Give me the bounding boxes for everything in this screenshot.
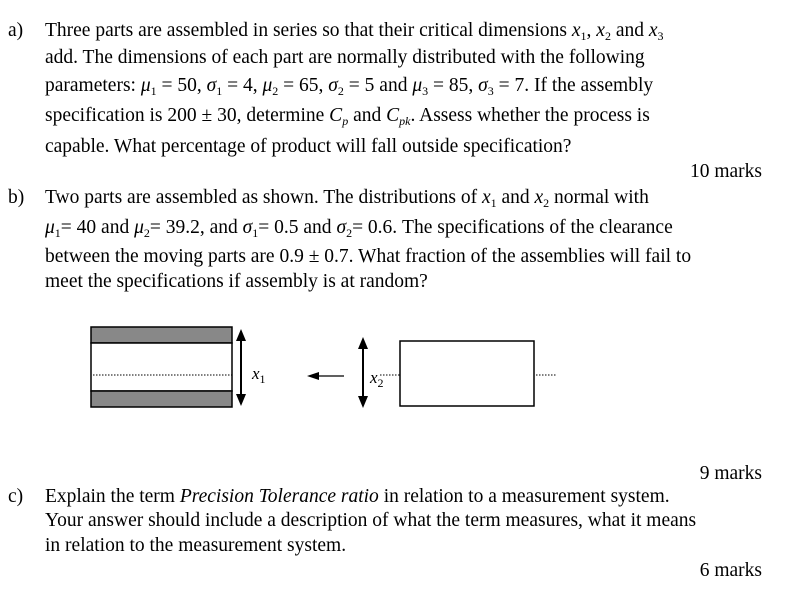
x2-label: $x_2$ bbox=[370, 368, 384, 390]
question-a-marks: 10 marks bbox=[689, 161, 762, 182]
question-b-line-1: Two parts are assembled as shown. The distributions of $x_1$ and $x_2$ normal with bbox=[45, 187, 649, 210]
question-a-line-5: capable. What percentage of product will fall outside specification? bbox=[45, 136, 572, 157]
question-b-marks: 9 marks bbox=[699, 463, 762, 484]
x2-dimension-arrow bbox=[358, 337, 368, 408]
x1-dimension-arrow bbox=[236, 329, 246, 406]
question-c-line-1: Explain the term Precision Tolerance ratio in relation to a measurement system. bbox=[45, 486, 670, 507]
question-b-line-2: $\mu_1= 40$ and $\mu_2= 39.2$, and $\sigma_1= 0.5$ and $\sigma_2= 0.6$. The specifications of the clearance bbox=[45, 217, 673, 240]
question-a-line-1: Three parts are assembled in series so that their critical dimensions $x_1$, $x_2$ and $x_3$ bbox=[45, 20, 664, 43]
housing-part bbox=[91, 327, 232, 407]
question-c-marks: 6 marks bbox=[699, 560, 762, 581]
question-a-line-3: parameters: $\mu_1 = 50$, $\sigma_1 = 4$, $\mu_2 = 65$, $\sigma_2 = 5$ and $\mu_3 = 85$, $\sigma_3 = 7$. If the assembly bbox=[45, 75, 654, 98]
question-b-line-3: between the moving parts are 0.9 ± 0.7. What fraction of the assemblies will fail to bbox=[45, 246, 692, 267]
question-a-line-2: add. The dimensions of each part are normally distributed with the following bbox=[45, 47, 645, 68]
insertion-arrow bbox=[307, 372, 344, 380]
x1-label: $x_1$ bbox=[252, 364, 266, 386]
question-c-label: c) bbox=[8, 486, 24, 507]
question-b-line-4: meet the specifications if assembly is at random? bbox=[45, 271, 428, 292]
question-a-label: a) bbox=[8, 20, 24, 41]
question-a-line-4: specification is 200 ± 30, determine $C_p$ and $C_{pk}$. Assess whether the process is bbox=[45, 105, 650, 128]
question-c-line-2: Your answer should include a description of what the term measures, what it means bbox=[45, 510, 697, 531]
question-c-line-3: in relation to the measurement system. bbox=[45, 535, 347, 556]
question-b-label: b) bbox=[8, 187, 25, 208]
shaft-part bbox=[400, 341, 534, 406]
